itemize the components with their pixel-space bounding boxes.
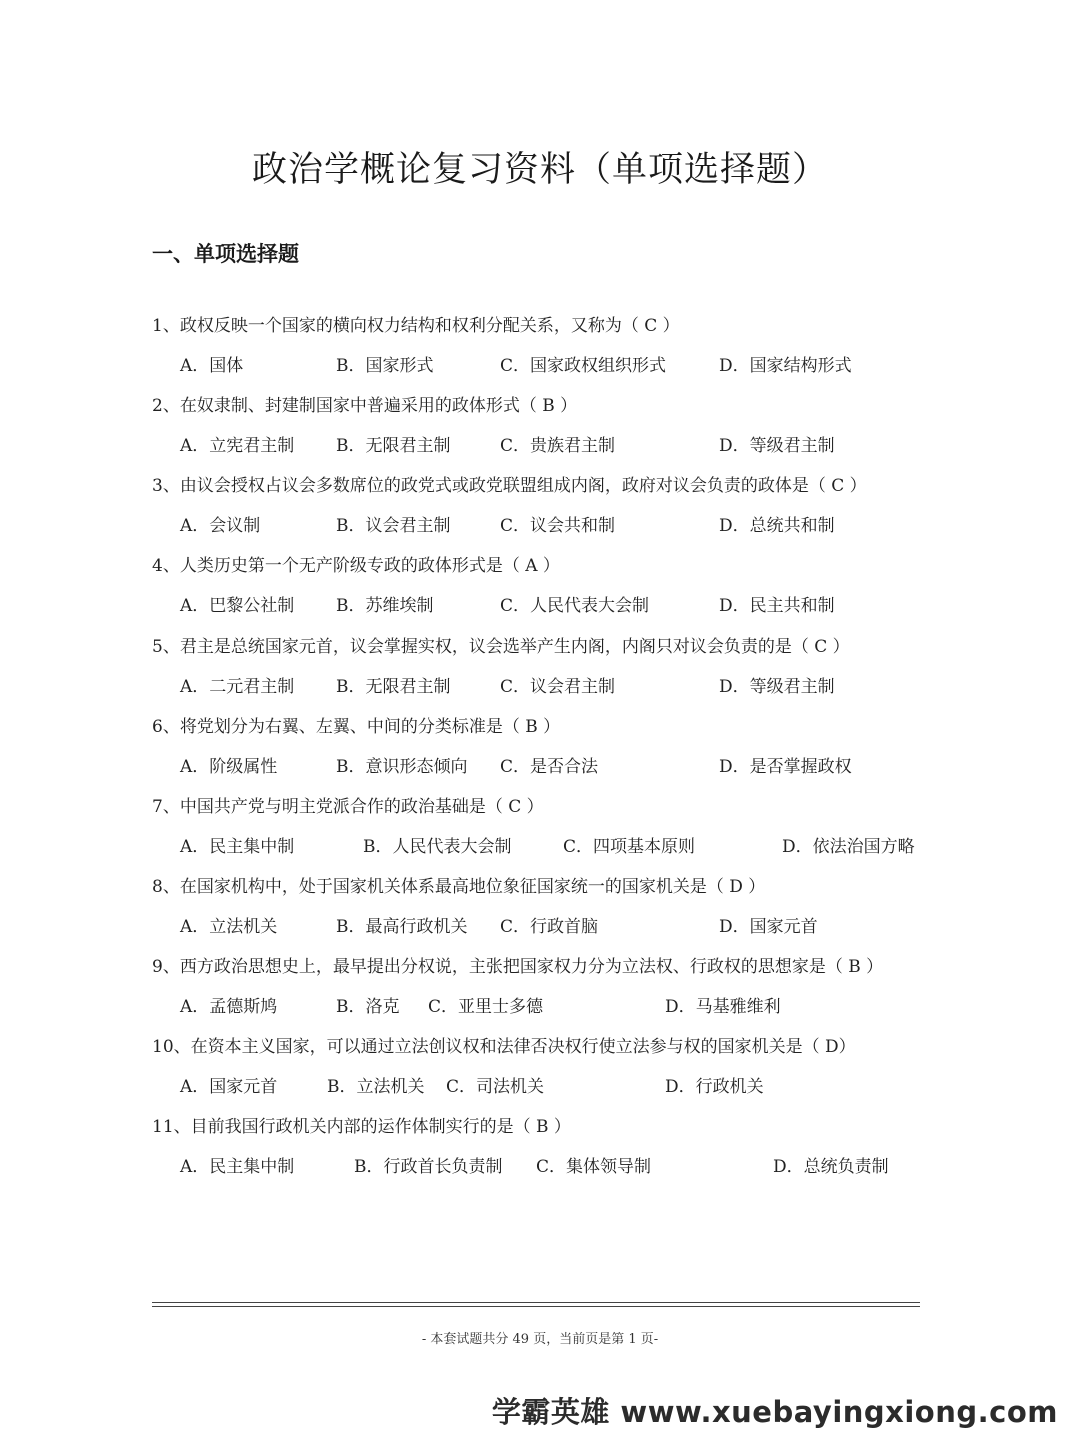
question-stem: 6、将党划分为右翼、左翼、中间的分类标准是（ B ） [152, 717, 561, 737]
question-stem: 7、中国共产党与明主党派合作的政治基础是（ C ） [152, 797, 544, 817]
option-d: D．等级君主制 [719, 677, 835, 697]
option-b: B．人民代表大会制 [363, 837, 512, 857]
page-title: 政治学概论复习资料（单项选择题） [251, 150, 828, 190]
option-c: C．四项基本原则 [563, 837, 696, 857]
question-stem: 4、人类历史第一个无产阶级专政的政体形式是（ A ） [152, 556, 560, 576]
section-heading: 一、单项选择题 [152, 242, 299, 266]
option-a: A．立法机关 [180, 917, 278, 937]
question-stem: 1、政权反映一个国家的横向权力结构和权利分配关系，又称为（ C ） [152, 316, 680, 336]
option-c: C．司法机关 [446, 1077, 545, 1097]
option-c: C．是否合法 [500, 757, 599, 777]
option-d: D．依法治国方略 [782, 837, 915, 857]
option-a: A．民主集中制 [180, 1157, 295, 1177]
option-c: C．国家政权组织形式 [500, 356, 667, 376]
option-b: B．意识形态倾向 [336, 757, 468, 777]
option-d: D．民主共和制 [719, 596, 835, 616]
option-b: B．国家形式 [336, 356, 434, 376]
option-c: C．人民代表大会制 [500, 596, 650, 616]
footer-rule-top [152, 1302, 920, 1303]
question-stem: 9、西方政治思想史上，最早提出分权说，主张把国家权力分为立法权、行政权的思想家是（ B ） [152, 957, 884, 977]
option-d: D．等级君主制 [719, 436, 835, 456]
option-c: C．行政首脑 [500, 917, 599, 937]
option-b: B．洛克 [336, 997, 400, 1017]
question-stem: 11、目前我国行政机关内部的运作体制实行的是（ B ） [152, 1117, 571, 1137]
option-a: A．国体 [180, 356, 244, 376]
option-a: A．立宪君主制 [180, 436, 295, 456]
option-a: A．孟德斯鸠 [180, 997, 278, 1017]
option-a: A．民主集中制 [180, 837, 295, 857]
option-b: B．最高行政机关 [336, 917, 468, 937]
question-stem: 2、在奴隶制、封建制国家中普遍采用的政体形式（ B ） [152, 396, 578, 416]
option-d: D．国家元首 [719, 917, 818, 937]
option-b: B．无限君主制 [336, 436, 451, 456]
option-a: A．国家元首 [180, 1077, 278, 1097]
option-b: B．立法机关 [327, 1077, 425, 1097]
option-b: B．无限君主制 [336, 677, 451, 697]
option-d: D．总统共和制 [719, 516, 835, 536]
option-c: C．亚里士多德 [428, 997, 544, 1017]
option-c: C．贵族君主制 [500, 436, 616, 456]
option-a: A．巴黎公社制 [180, 596, 295, 616]
option-a: A．二元君主制 [180, 677, 295, 697]
option-a: A．会议制 [180, 516, 261, 536]
watermark: 学霸英雄 www.xuebayingxiong.com [491, 1395, 1058, 1429]
question-stem: 8、在国家机构中，处于国家机关体系最高地位象征国家统一的国家机关是（ D ） [152, 877, 766, 897]
option-b: B．行政首长负责制 [354, 1157, 503, 1177]
option-b: B．议会君主制 [336, 516, 451, 536]
option-c: C．集体领导制 [536, 1157, 652, 1177]
question-stem: 10、在资本主义国家，可以通过立法创议权和法律否决权行使立法参与权的国家机关是（ D） [152, 1037, 856, 1057]
page-footer: - 本套试题共分 49 页，当前页是第 1 页- [421, 1332, 659, 1347]
option-d: D．行政机关 [665, 1077, 764, 1097]
question-stem: 5、君主是总统国家元首，议会掌握实权，议会选举产生内阁，内阁只对议会负责的是（ C ） [152, 637, 850, 657]
option-b: B．苏维埃制 [336, 596, 434, 616]
question-stem: 3、由议会授权占议会多数席位的政党式或政党联盟组成内阁，政府对议会负责的政体是（ C ） [152, 476, 867, 496]
option-d: D．总统负责制 [773, 1157, 889, 1177]
option-c: C．议会君主制 [500, 677, 616, 697]
option-d: D．马基雅维利 [665, 997, 781, 1017]
option-d: D．国家结构形式 [719, 356, 852, 376]
option-c: C．议会共和制 [500, 516, 616, 536]
option-d: D．是否掌握政权 [719, 757, 852, 777]
footer-rule-bottom [152, 1306, 920, 1307]
option-a: A．阶级属性 [180, 757, 278, 777]
